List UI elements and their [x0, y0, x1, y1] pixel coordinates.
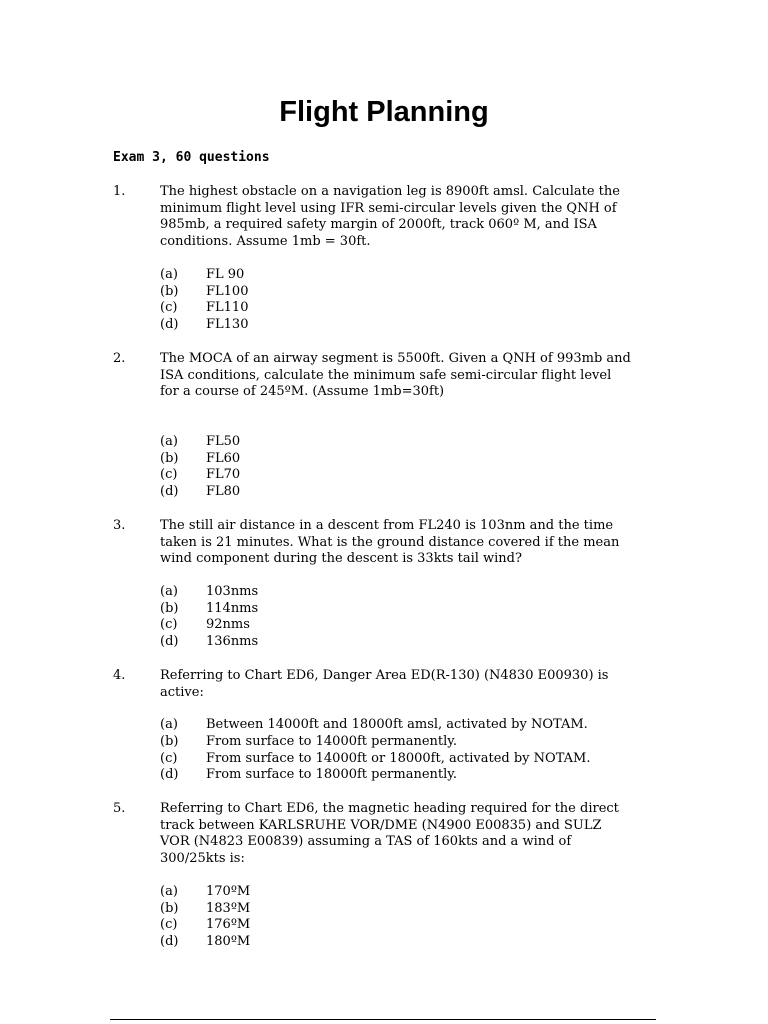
option-text: FL130	[206, 316, 249, 332]
question-line: Referring to Chart ED6, the magnetic heading required for the direct	[160, 801, 619, 816]
answer-option-a	[160, 884, 673, 901]
option-text: From surface to 14000ft or 18000ft, activated by NOTAM.	[206, 750, 591, 766]
question-line: Referring to Chart ED6, Danger Area ED(R-130) (N4830 E00930) is	[160, 668, 609, 683]
answer-option-a	[160, 267, 673, 284]
option-text: 136nms	[206, 634, 259, 650]
answer-option-a	[160, 434, 673, 451]
option-text: 170ºM	[206, 883, 251, 899]
answer-option-d	[160, 934, 673, 951]
option-text: FL80	[206, 484, 241, 500]
answer-option-c	[160, 467, 673, 484]
answer-option-d	[160, 767, 673, 784]
question-4	[113, 668, 673, 784]
question-line: 985mb, a required safety margin of 2000ft, track 060º M, and ISA	[160, 217, 597, 233]
option-letter: (a)	[160, 434, 178, 450]
option-text: 114nms	[206, 600, 259, 616]
question-line: track between KARLSRUHE VOR/DME (N4900 E00835) and SULZ	[160, 817, 602, 833]
answer-options	[160, 267, 673, 334]
option-letter: (a)	[160, 883, 178, 899]
option-text: 103nms	[206, 584, 259, 600]
question-line: conditions. Assume 1mb = 30ft.	[160, 234, 371, 250]
option-letter: (b)	[160, 600, 179, 616]
option-letter: (c)	[160, 300, 178, 316]
option-letter: (b)	[160, 734, 179, 750]
question-line: The MOCA of an airway segment is 5500ft. Given a QNH of 993mb and	[160, 351, 631, 366]
option-letter: (b)	[160, 283, 179, 299]
answer-options	[160, 434, 673, 501]
option-text: From surface to 18000ft permanently.	[206, 767, 458, 783]
option-text: FL100	[206, 283, 249, 299]
question-line: taken is 21 minutes. What is the ground distance covered if the mean	[160, 534, 620, 550]
question-number: 4.	[113, 668, 126, 683]
question-line: The still air distance in a descent from FL240 is 103nm and the time	[160, 518, 614, 533]
question-text	[160, 351, 673, 401]
option-text: FL110	[206, 300, 249, 316]
answer-option-d	[160, 634, 673, 651]
option-letter: (c)	[160, 750, 178, 766]
option-text: Between 14000ft and 18000ft amsl, activated by NOTAM.	[206, 717, 588, 733]
answer-option-c	[160, 300, 673, 317]
option-text: FL 90	[206, 266, 245, 282]
page-title: Flight Planning	[279, 96, 489, 128]
option-letter: (b)	[160, 900, 179, 916]
question-line: wind component during the descent is 33kts tail wind?	[160, 551, 522, 567]
answer-options	[160, 584, 673, 651]
question-number: 1.	[113, 184, 126, 199]
answer-option-c	[160, 917, 673, 934]
answer-options	[160, 884, 673, 951]
exam-subtitle: Exam 3, 60 questions	[113, 150, 270, 165]
question-2	[113, 351, 673, 501]
answer-option-d	[160, 317, 673, 334]
option-letter: (a)	[160, 584, 178, 600]
option-letter: (d)	[160, 316, 179, 332]
option-text: 176ºM	[206, 917, 251, 933]
question-line: VOR (N4823 E00839) assuming a TAS of 160kts and a wind of	[160, 834, 572, 850]
answer-option-b	[160, 901, 673, 918]
option-letter: (c)	[160, 617, 178, 633]
option-letter: (a)	[160, 717, 178, 733]
option-letter: (b)	[160, 450, 179, 466]
question-line: minimum flight level using IFR semi-circular levels given the QNH of	[160, 200, 617, 216]
option-letter: (d)	[160, 767, 179, 783]
option-text: 183ºM	[206, 900, 251, 916]
question-3	[113, 518, 673, 651]
answer-option-b	[160, 451, 673, 468]
question-text	[160, 518, 673, 568]
option-letter: (d)	[160, 484, 179, 500]
option-text: 92nms	[206, 617, 250, 633]
question-text	[160, 668, 673, 701]
question-text	[160, 801, 673, 868]
answer-option-c	[160, 751, 673, 768]
question-text	[160, 184, 673, 251]
question-line: The highest obstacle on a navigation leg is 8900ft amsl. Calculate the	[160, 184, 620, 199]
option-letter: (c)	[160, 467, 178, 483]
option-letter: (c)	[160, 917, 178, 933]
option-text: FL50	[206, 434, 241, 450]
question-number: 5.	[113, 801, 126, 816]
answer-options	[160, 717, 673, 784]
option-letter: (d)	[160, 634, 179, 650]
question-5	[113, 801, 673, 951]
option-text: From surface to 14000ft permanently.	[206, 734, 458, 750]
option-letter: (a)	[160, 266, 178, 282]
question-number: 3.	[113, 518, 126, 533]
footer-divider	[110, 1019, 656, 1020]
answer-option-c	[160, 617, 673, 634]
question-number: 2.	[113, 351, 126, 366]
option-text: FL60	[206, 450, 241, 466]
option-letter: (d)	[160, 933, 179, 949]
answer-option-b	[160, 601, 673, 618]
question-line: ISA conditions, calculate the minimum safe semi-circular flight level	[160, 367, 612, 383]
option-text: FL70	[206, 467, 241, 483]
question-line: active:	[160, 684, 204, 700]
answer-option-a	[160, 717, 673, 734]
option-text: 180ºM	[206, 933, 251, 949]
answer-option-b	[160, 734, 673, 751]
answer-option-a	[160, 584, 673, 601]
question-line: for a course of 245ºM. (Assume 1mb=30ft)	[160, 384, 445, 400]
answer-option-d	[160, 484, 673, 501]
question-1	[113, 184, 673, 334]
answer-option-b	[160, 284, 673, 301]
question-line: 300/25kts is:	[160, 851, 245, 867]
